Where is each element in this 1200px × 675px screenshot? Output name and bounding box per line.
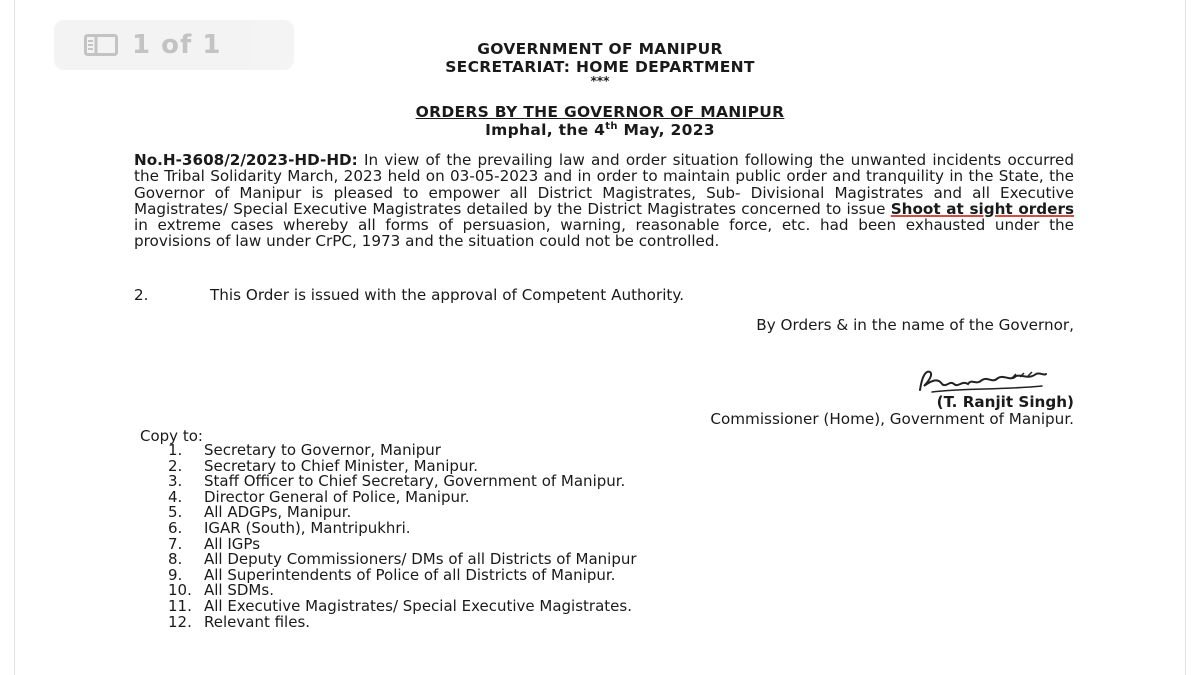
copy-to-item-text: All Superintendents of Police of all Districts of Manipur.	[204, 565, 616, 584]
copy-to-item-text: Secretary to Governor, Manipur	[204, 441, 441, 459]
copy-to-item-number: 2.	[168, 456, 183, 475]
copy-to-item-text: All SDMs.	[204, 581, 274, 600]
paragraph-2-number: 2.	[134, 286, 149, 304]
copy-to-item-number: 7.	[168, 534, 183, 553]
order-paragraph	[134, 152, 1074, 250]
copy-to-item-number: 4.	[168, 487, 183, 506]
copy-to-item-number: 10.	[168, 581, 192, 600]
copy-to-item-number: 8.	[168, 550, 183, 569]
signer-designation: Commissioner (Home), Government of Manipur.	[710, 410, 1074, 428]
by-orders-line: By Orders & in the name of the Governor,	[756, 316, 1074, 334]
department-heading: SECRETARIAT: HOME DEPARTMENT	[445, 58, 755, 76]
govt-heading: GOVERNMENT OF MANIPUR	[477, 40, 723, 58]
order-date-pre: Imphal, the 4	[485, 121, 606, 140]
copy-to-item-text: All ADGPs, Manipur.	[204, 503, 352, 522]
copy-to-item-number: 1.	[168, 441, 183, 459]
copy-to-item-text: All Executive Magistrates/ Special Executive Magistrates.	[204, 596, 632, 615]
signer-name: (T. Ranjit Singh)	[936, 393, 1074, 411]
order-date-post: May, 2023	[617, 121, 715, 140]
copy-to-item-text: Secretary to Chief Minister, Manipur.	[204, 456, 479, 475]
copy-to-item-text: All Deputy Commissioners/ DMs of all Districts of Manipur	[204, 550, 637, 569]
copy-to-item-text: Relevant files.	[204, 612, 311, 631]
copy-to-item-number: 11.	[168, 596, 192, 615]
order-date-sup: th	[605, 121, 618, 132]
copy-to-label: Copy to:	[140, 427, 203, 445]
copy-to-item-number: 9.	[168, 565, 183, 584]
copy-to-item-text: IGAR (South), Mantripukhri.	[204, 518, 411, 537]
order-text-a: In view of the prevailing law and order situation following the unwanted incidents occurred the Tribal Solidarity March, 2023 held on 03-05-2023 and in order to maintain public order and tranquility in the State, the Governor of Manipur is pleased to empower all District Magistrates, Sub- Divisional Magistrates and all Executive Magistrates/ Special Executive Magistrates detailed by the District Magistrates concerned to issue	[134, 151, 1074, 218]
order-date	[0, 121, 1200, 139]
copy-to-item-text: Director General of Police, Manipur.	[204, 487, 470, 506]
copy-to-item-text: Staff Officer to Chief Secretary, Government of Manipur.	[204, 472, 626, 491]
order-text-b: in extreme cases whereby all forms of persuasion, warning, reasonable force, etc. had been exhausted under the provisions of law under CrPC, 1973 and the situation could not be controlled.	[134, 216, 1074, 251]
copy-to-list	[168, 443, 637, 630]
copy-to-item-number: 6.	[168, 518, 183, 537]
copy-to-item-number: 3.	[168, 472, 183, 491]
heading-stars: ***	[590, 74, 610, 88]
copy-to-item-text: All IGPs	[204, 534, 261, 553]
order-number: No.H-3608/2/2023-HD-HD:	[134, 151, 358, 169]
page-counter-text: 1 of 1	[132, 30, 222, 60]
paragraph-2-text: This Order is issued with the approval of Competent Authority.	[210, 286, 685, 304]
orders-title: ORDERS BY THE GOVERNOR OF MANIPUR	[415, 103, 785, 121]
copy-to-item-number: 5.	[168, 503, 183, 522]
copy-to-item-number: 12.	[168, 612, 192, 631]
shoot-at-sight-highlight: Shoot at sight orders	[890, 199, 1074, 218]
copy-to-item	[168, 612, 637, 631]
